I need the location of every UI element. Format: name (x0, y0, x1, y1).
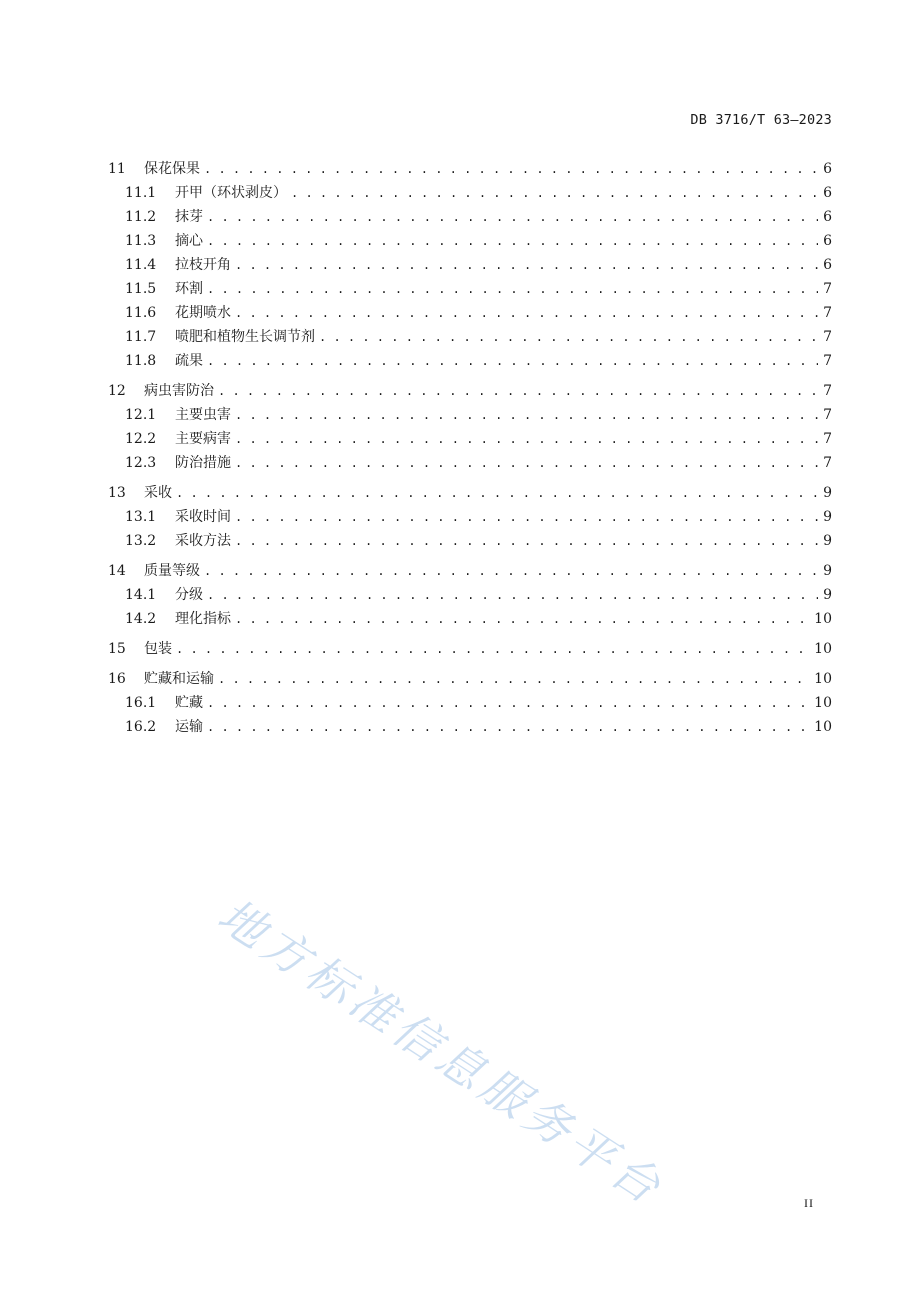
toc-section-entry[interactable] (108, 715, 832, 739)
toc-dot-leader (235, 607, 810, 631)
toc-entry-page: 7 (823, 455, 832, 471)
toc-entry-title: 贮藏 (175, 695, 203, 711)
toc-section-entry[interactable] (108, 205, 832, 229)
toc-dot-leader (176, 481, 818, 505)
toc-dot-leader (291, 181, 818, 205)
toc-entry-page: 7 (823, 407, 832, 423)
toc-entry-page: 9 (823, 563, 832, 579)
toc-entry-page: 7 (823, 329, 832, 345)
toc-entry-title: 理化指标 (175, 611, 231, 627)
table-of-contents (108, 157, 832, 739)
toc-entry-page: 6 (823, 161, 832, 177)
toc-section-entry[interactable] (108, 505, 832, 529)
toc-dot-leader (218, 667, 810, 691)
toc-entry-page: 7 (823, 431, 832, 447)
toc-entry-number: 12 (108, 383, 126, 399)
toc-entry-page: 7 (823, 305, 832, 321)
toc-entry-title: 主要虫害 (175, 407, 231, 423)
toc-dot-leader (207, 715, 810, 739)
toc-section-entry[interactable] (108, 349, 832, 373)
toc-entry-number: 11.6 (125, 305, 157, 321)
toc-entry-title: 贮藏和运输 (144, 671, 214, 687)
toc-entry-title: 运输 (175, 719, 203, 735)
toc-entry-number: 11.1 (125, 185, 157, 201)
toc-entry-number: 16.1 (125, 695, 157, 711)
toc-dot-leader (319, 325, 818, 349)
toc-entry-page: 10 (814, 641, 832, 657)
toc-entry-number: 16.2 (125, 719, 157, 735)
toc-dot-leader (235, 253, 818, 277)
toc-dot-leader (218, 379, 818, 403)
toc-section-entry[interactable] (108, 325, 832, 349)
toc-entry-number: 12.1 (125, 407, 157, 423)
toc-entry-title: 环割 (175, 281, 203, 297)
toc-section-entry[interactable] (108, 427, 832, 451)
toc-entry-page: 6 (823, 209, 832, 225)
toc-entry-page: 7 (823, 383, 832, 399)
toc-entry-number: 11.2 (125, 209, 157, 225)
toc-entry-number: 12.3 (125, 455, 157, 471)
toc-entry-page: 6 (823, 257, 832, 273)
toc-entry-page: 7 (823, 353, 832, 369)
toc-entry-page: 9 (823, 587, 832, 603)
toc-chapter-entry[interactable] (108, 481, 832, 505)
toc-entry-number: 13 (108, 485, 126, 501)
toc-entry-number: 11.7 (125, 329, 157, 345)
toc-entry-title: 摘心 (175, 233, 203, 249)
toc-entry-number: 11.4 (125, 257, 157, 273)
toc-section-entry[interactable] (108, 451, 832, 475)
watermark: 地方标准信息服务平台 (208, 887, 675, 1217)
toc-entry-title: 防治措施 (175, 455, 231, 471)
toc-entry-title: 花期喷水 (175, 305, 231, 321)
toc-dot-leader (235, 529, 818, 553)
toc-entry-title: 疏果 (175, 353, 203, 369)
toc-chapter-entry[interactable] (108, 667, 832, 691)
toc-entry-title: 采收时间 (175, 509, 231, 525)
toc-dot-leader (235, 451, 818, 475)
toc-entry-title: 开甲（环状剥皮） (175, 185, 287, 201)
toc-dot-leader (235, 301, 818, 325)
toc-chapter-entry[interactable] (108, 637, 832, 661)
toc-section-entry[interactable] (108, 253, 832, 277)
toc-entry-number: 14 (108, 563, 126, 579)
toc-section-entry[interactable] (108, 229, 832, 253)
toc-entry-title: 分级 (175, 587, 203, 603)
toc-entry-number: 11 (108, 161, 126, 177)
toc-entry-title: 拉枝开角 (175, 257, 231, 273)
toc-entry-page: 7 (823, 281, 832, 297)
toc-dot-leader (204, 157, 818, 181)
toc-entry-page: 9 (823, 509, 832, 525)
toc-dot-leader (207, 691, 810, 715)
toc-entry-number: 11.3 (125, 233, 157, 249)
toc-section-entry[interactable] (108, 403, 832, 427)
toc-entry-number: 14.1 (125, 587, 157, 603)
toc-dot-leader (176, 637, 810, 661)
toc-entry-number: 14.2 (125, 611, 157, 627)
toc-section-entry[interactable] (108, 181, 832, 205)
toc-entry-page: 6 (823, 185, 832, 201)
toc-entry-title: 采收 (144, 485, 172, 501)
toc-entry-number: 13.1 (125, 509, 157, 525)
toc-entry-page: 9 (823, 533, 832, 549)
toc-entry-page: 6 (823, 233, 832, 249)
document-code: DB 3716/T 63—2023 (690, 112, 832, 128)
toc-entry-title: 主要病害 (175, 431, 231, 447)
toc-section-entry[interactable] (108, 529, 832, 553)
toc-dot-leader (235, 505, 818, 529)
toc-chapter-entry[interactable] (108, 157, 832, 181)
toc-section-entry[interactable] (108, 607, 832, 631)
toc-section-entry[interactable] (108, 583, 832, 607)
toc-entry-title: 采收方法 (175, 533, 231, 549)
toc-entry-number: 15 (108, 641, 126, 657)
toc-section-entry[interactable] (108, 277, 832, 301)
toc-dot-leader (235, 427, 818, 451)
toc-dot-leader (207, 277, 818, 301)
toc-entry-page: 10 (814, 671, 832, 687)
toc-dot-leader (207, 583, 818, 607)
toc-chapter-entry[interactable] (108, 379, 832, 403)
toc-section-entry[interactable] (108, 691, 832, 715)
toc-entry-page: 9 (823, 485, 832, 501)
toc-entry-number: 11.5 (125, 281, 157, 297)
toc-dot-leader (207, 205, 818, 229)
toc-entry-title: 抹芽 (175, 209, 203, 225)
page-number: II (804, 1196, 814, 1210)
toc-dot-leader (207, 349, 818, 373)
toc-dot-leader (235, 403, 818, 427)
toc-entry-number: 11.8 (125, 353, 157, 369)
toc-entry-number: 12.2 (125, 431, 157, 447)
toc-entry-title: 喷肥和植物生长调节剂 (175, 329, 315, 345)
toc-entry-title: 病虫害防治 (144, 383, 214, 399)
toc-chapter-entry[interactable] (108, 559, 832, 583)
toc-entry-page: 10 (814, 695, 832, 711)
toc-entry-number: 16 (108, 671, 126, 687)
toc-entry-title: 质量等级 (144, 563, 200, 579)
toc-section-entry[interactable] (108, 301, 832, 325)
toc-dot-leader (207, 229, 818, 253)
toc-entry-title: 保花保果 (144, 161, 200, 177)
toc-entry-page: 10 (814, 611, 832, 627)
toc-entry-number: 13.2 (125, 533, 157, 549)
toc-entry-page: 10 (814, 719, 832, 735)
toc-dot-leader (204, 559, 818, 583)
toc-entry-title: 包装 (144, 641, 172, 657)
